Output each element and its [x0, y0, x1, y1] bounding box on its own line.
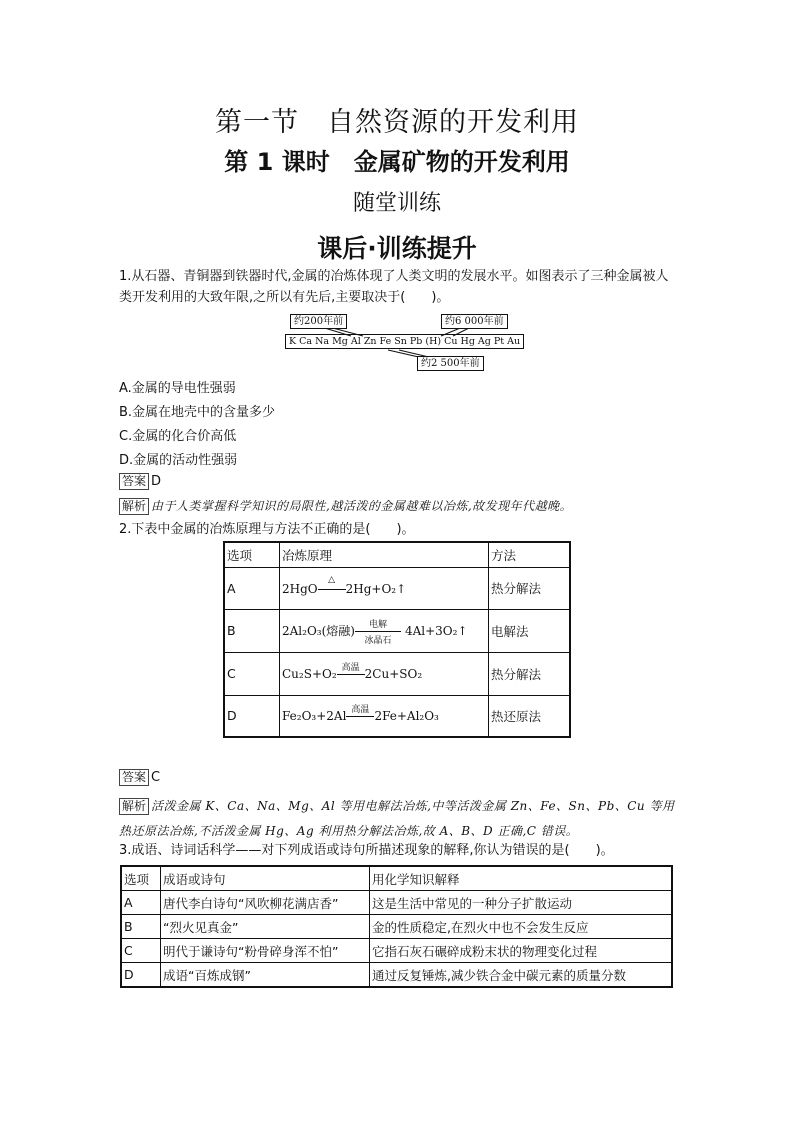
- q2-analysis: [119, 793, 679, 843]
- q3-header-explanation: 用化学知识解释: [370, 866, 673, 891]
- q2-analysis-text: 活泼金属 K、Ca、Na、Mg、Al 等用电解法冶炼,中等活泼金属 Zn、Fe、Sn、Pb、Cu 等用热还原法冶炼,不活泼金属 Hg、Ag 利用热分解法冶炼,故 A、B、D 正确,C 错误。: [119, 799, 675, 838]
- q2-row-equation: [280, 567, 489, 609]
- q3-cell-option: B: [121, 915, 161, 939]
- eq-products: 2Fe+Al₂O₃: [374, 709, 439, 724]
- q2-row-option: B: [224, 609, 280, 652]
- q1-option-c: C.金属的化合价高低: [119, 429, 237, 444]
- q3-table: [120, 865, 673, 988]
- table-row: [121, 915, 672, 939]
- q1-answer: [119, 471, 161, 492]
- q2-row-equation: [280, 695, 489, 737]
- q2-table: [223, 541, 571, 738]
- table-row: [224, 609, 570, 652]
- eq-condition: 高温: [351, 705, 370, 716]
- q2-row-equation: [280, 609, 489, 652]
- q2-row-option: A: [224, 567, 280, 609]
- eq-reactants: 2Al₂O₃(熔融): [282, 624, 355, 638]
- q2-stem: 2.下表中金属的冶炼原理与方法不正确的是( )。: [119, 522, 415, 537]
- q2-row-option: D: [224, 695, 280, 737]
- q1-answer-value: D: [151, 474, 162, 489]
- analysis-tag: 解析: [119, 798, 149, 815]
- q1-analysis: [119, 495, 679, 515]
- eq-products: 2Cu+SO₂: [364, 667, 423, 681]
- q2-row-equation: [280, 652, 489, 695]
- label-2500-years: 约2 500年前: [417, 356, 484, 371]
- eq-reactants: 2HgO: [282, 581, 318, 596]
- eq-condition: 电解: [368, 620, 387, 630]
- q2-row-option: C: [224, 652, 280, 695]
- q2-header-option: 选项: [224, 542, 280, 567]
- answer-tag: 答案: [119, 473, 149, 490]
- q1-option-b: B.金属在地壳中的含量多少: [119, 405, 276, 420]
- q3-cell-explanation: 这是生活中常见的一种分子扩散运动: [370, 891, 673, 915]
- table-row: [121, 891, 672, 915]
- q3-cell-option: A: [121, 891, 161, 915]
- table-row: [224, 695, 570, 737]
- q2-header-method: 方法: [489, 542, 571, 567]
- q2-row-method: 热分解法: [489, 652, 571, 695]
- q3-cell-option: D: [121, 963, 161, 988]
- equation-a: [282, 574, 407, 596]
- table-row: [224, 652, 570, 695]
- q1-stem: 1.从石器、青铜器到铁器时代,金属的冶炼体现了人类文明的发展水平。如图表示了三种金属被人类开发利用的大致年限,之所以有先后,主要取决于( )。: [119, 269, 669, 305]
- q2-row-method: 电解法: [489, 609, 571, 652]
- q3-cell-explanation: 它指石灰石碾碎成粉末状的物理变化过程: [370, 939, 673, 963]
- section-title: 第一节 自然资源的开发利用: [215, 107, 579, 138]
- q2-row-method: 热还原法: [489, 695, 571, 737]
- q3-table-header: [121, 866, 672, 891]
- q3-cell-explanation: 金的性质稳定,在烈火中也不会发生反应: [370, 915, 673, 939]
- q3-cell-option: C: [121, 939, 161, 963]
- q2-table-header: [224, 542, 570, 567]
- analysis-tag: 解析: [119, 498, 149, 515]
- eq-arrow: [346, 705, 374, 717]
- q3-cell-idiom: “烈火见真金”: [161, 915, 370, 939]
- eq-arrow: [355, 620, 401, 646]
- table-row: [121, 963, 672, 988]
- q3-stem: 3.成语、诗词话科学——对下列成语或诗句所描述现象的解释,你认为错误的是( )。: [119, 843, 614, 858]
- eq-condition: △: [328, 574, 336, 585]
- eq-condition: 高温: [341, 663, 360, 673]
- eq-catalyst: 冰晶石: [364, 636, 392, 646]
- eq-products: 4Al+3O₂↑: [404, 624, 468, 638]
- q3-cell-idiom: 明代于谦诗句“粉骨碎身浑不怕”: [161, 939, 370, 963]
- q3-cell-explanation: 通过反复锤炼,减少铁合金中碳元素的质量分数: [370, 963, 673, 988]
- q2-answer-value: C: [151, 770, 161, 785]
- eq-arrow: [318, 574, 346, 590]
- subtitle-practice: 随堂训练: [352, 191, 441, 216]
- table-row: [224, 567, 570, 609]
- q3-header-idiom: 成语或诗句: [161, 866, 370, 891]
- q2-row-method: 热分解法: [489, 567, 571, 609]
- label-6000-years: 约6 000年前: [441, 314, 508, 329]
- q1-option-a: A.金属的导电性强弱: [119, 381, 236, 396]
- q2-answer: [119, 767, 160, 788]
- equation-b: [282, 620, 468, 646]
- equation-d: [282, 705, 439, 724]
- q3-cell-idiom: 唐代李白诗句“风吹柳花满店香”: [161, 891, 370, 915]
- q2-header-principle: 冶炼原理: [280, 542, 489, 567]
- answer-tag: 答案: [119, 769, 149, 786]
- eq-products: 2Hg+O₂↑: [345, 581, 407, 596]
- label-200-years: 约200年前: [290, 314, 347, 329]
- q1-option-d: D.金属的活动性强弱: [119, 453, 238, 468]
- eq-arrow: [337, 663, 365, 675]
- q3-header-option: 选项: [121, 866, 161, 891]
- eq-reactants: Cu₂S+O₂: [282, 667, 337, 681]
- subtitle-after-class: 课后·训练提升: [317, 234, 477, 263]
- equation-c: [282, 663, 423, 681]
- eq-reactants: Fe₂O₃+2Al: [282, 709, 347, 724]
- q3-cell-idiom: 成语“百炼成钢”: [161, 963, 370, 988]
- metal-activity-series: K Ca Na Mg Al Zn Fe Sn Pb (H) Cu Hg Ag Pt Au: [285, 334, 524, 349]
- table-row: [121, 939, 672, 963]
- q1-analysis-text: 由于人类掌握科学知识的局限性,越活泼的金属越难以冶炼,故发现年代越晚。: [151, 499, 573, 513]
- lesson-title: 第 1 课时 金属矿物的开发利用: [224, 148, 570, 176]
- metal-timeline-figure: [283, 312, 521, 372]
